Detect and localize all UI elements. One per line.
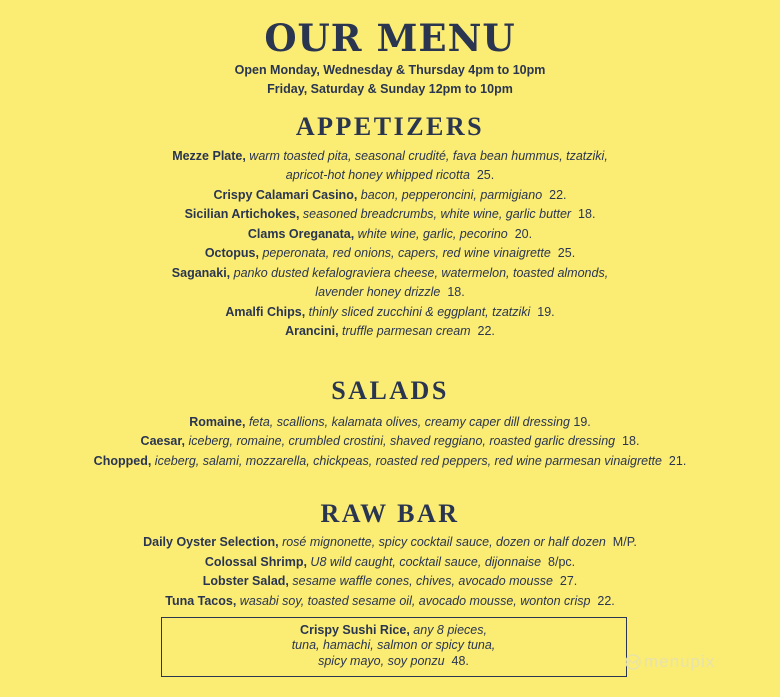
special-box xyxy=(161,617,627,677)
menu-item: Saganaki, panko dusted kefalograviera cheese, watermelon, toasted almonds, xyxy=(171,266,609,280)
menupix-logo-icon xyxy=(624,653,642,671)
special-line-3: spicy mayo, soy ponzu 48. xyxy=(318,653,469,668)
menu-item: Crispy Calamari Casino, bacon, pepperoncini, parmigiano 22. xyxy=(213,188,567,202)
menu-item: Amalfi Chips, thinly sliced zucchini & eggplant, tzatziki 19. xyxy=(225,305,555,319)
menu-item: Tuna Tacos, wasabi soy, toasted sesame oil, avocado mousse, wonton crisp 22. xyxy=(165,594,615,608)
menu-item: Romaine, feta, scallions, kalamata olives, creamy caper dill dressing 19. xyxy=(189,415,591,429)
menu-item: Chopped, iceberg, salami, mozzarella, chickpeas, roasted red peppers, red wine parmesan vinaigrette 21. xyxy=(93,454,687,468)
menu-item: Sicilian Artichokes, seasoned breadcrumbs, white wine, garlic butter 18. xyxy=(184,207,596,221)
watermark-text: menupix xyxy=(644,652,716,671)
hours-line-2: Friday, Saturday & Sunday 12pm to 10pm xyxy=(267,82,513,96)
watermark xyxy=(624,652,715,672)
menu-item: Clams Oreganata, white wine, garlic, pecorino 20. xyxy=(247,227,533,241)
menu-item: apricot-hot honey whipped ricotta 25. xyxy=(285,168,495,182)
special-line-1: Crispy Sushi Rice, any 8 pieces, xyxy=(300,623,487,637)
menu-item: Lobster Salad, sesame waffle cones, chives, avocado mousse 27. xyxy=(202,574,578,588)
menu-item: Colossal Shrimp, U8 wild caught, cocktail sauce, dijonnaise 8/pc. xyxy=(204,555,576,569)
salads-heading: SALADS xyxy=(331,376,449,405)
menu-item: Daily Oyster Selection, rosé mignonette, spicy cocktail sauce, dozen or half dozen M/P. xyxy=(143,535,637,549)
menu-item: Octopus, peperonata, red onions, capers, red wine vinaigrette 25. xyxy=(204,246,576,260)
menu-item: Mezze Plate, warm toasted pita, seasonal crudité, fava bean hummus, tzatziki, xyxy=(172,149,608,163)
appetizers-heading: APPETIZERS xyxy=(295,112,485,141)
menu-item: lavender honey drizzle 18. xyxy=(315,285,465,299)
menu-item: Caesar, iceberg, romaine, crumbled crostini, shaved reggiano, roasted garlic dressing 18. xyxy=(140,434,640,448)
menu-item: Arancini, truffle parmesan cream 22. xyxy=(285,324,495,338)
hours-line-1: Open Monday, Wednesday & Thursday 4pm to 10pm xyxy=(234,63,546,77)
page-title: OUR MENU xyxy=(264,16,516,60)
special-line-2: tuna, hamachi, salmon or spicy tuna, xyxy=(291,638,496,652)
raw-bar-heading: RAW BAR xyxy=(320,499,460,528)
